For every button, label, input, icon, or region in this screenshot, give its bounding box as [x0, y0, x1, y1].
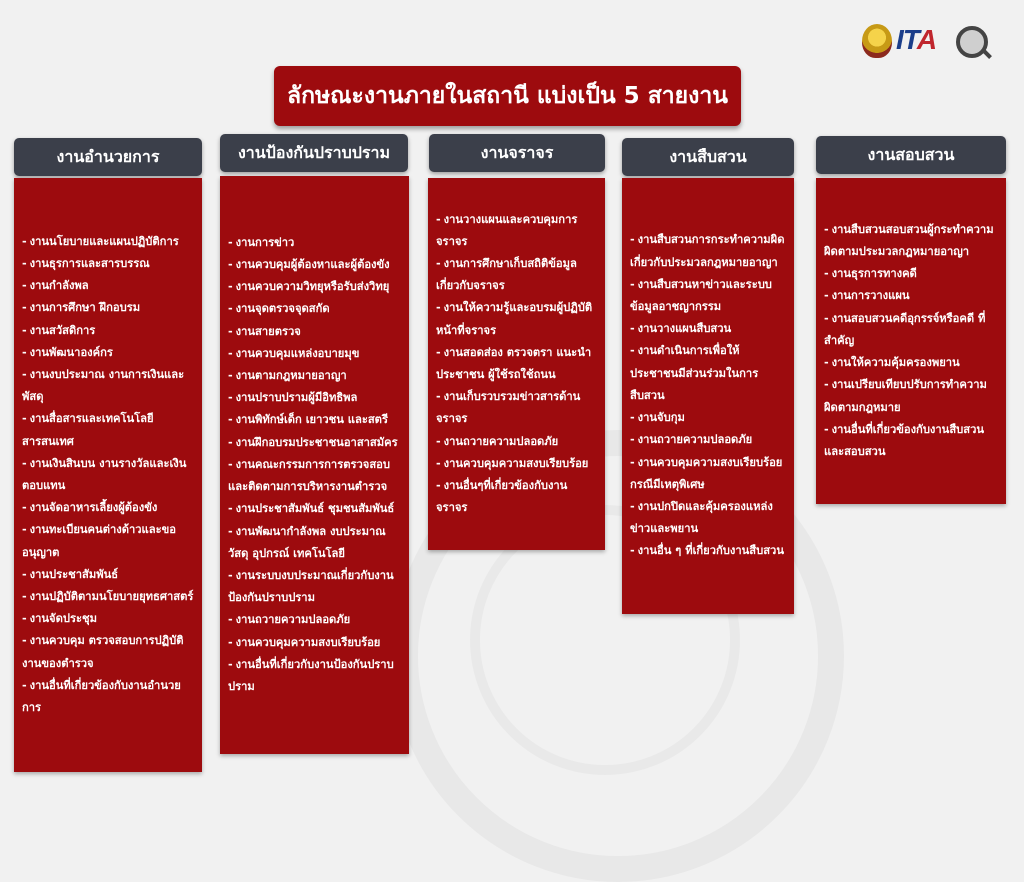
- panel-inquiry: [816, 178, 1006, 504]
- list-item: - งานพัฒนากำลังพล งบประมาณ วัสดุ อุปกรณ์ เทคโนโลยี: [228, 524, 386, 560]
- list-item: - งานจัดประชุม: [22, 612, 97, 626]
- list-item: - งานสวัสดิการ: [22, 323, 96, 337]
- list-item: - งานตามกฎหมายอาญา: [228, 369, 347, 383]
- list-item: - งานปกปิดและคุ้มครองแหล่งข่าวและพยาน: [630, 499, 773, 536]
- list-item: - งานควบความวิทยุหรือรับส่งวิทยุ: [228, 280, 390, 294]
- list-item: - งานสืบสวนการกระทำความผิดเกี่ยวกับประมวลกฎหมายอาญา: [630, 233, 785, 269]
- list-item: - งานการศึกษา ฝึกอบรม: [22, 301, 141, 315]
- list-item: - งานทะเบียนคนต่างด้าวและขออนุญาต: [22, 523, 176, 559]
- list-item: - งานอื่นที่เกี่ยวข้องกับงานอำนวยการ: [22, 678, 181, 715]
- list-item: - งานงบประมาณ งานการเงินและพัสดุ: [22, 367, 185, 404]
- header-traffic: งานจราจร: [429, 134, 605, 172]
- list-item: - งานการวางแผน: [824, 289, 910, 303]
- list-item: - งานเปรียบเทียบปรับการทำความผิดตามกฎหมาย: [824, 378, 987, 414]
- list-item: - งานปราบปรามผู้มีอิทธิพล: [228, 391, 358, 405]
- list-investigation: [630, 229, 786, 562]
- list-item: - งานเงินสินบน งานรางวัลและเงินตอบแทน: [22, 456, 187, 492]
- list-item: - งานปฏิบัติตามนโยบายยุทธศาสตร์: [22, 590, 194, 604]
- panel-prevention-suppression: [220, 176, 409, 754]
- list-item: - งานสืบสวนสอบสวนผู้กระทำความผิดตามประมวลกฎหมายอาญา: [824, 222, 994, 259]
- list-item: - งานธุรการและสารบรรณ: [22, 256, 150, 270]
- header-inquiry: งานสอบสวน: [816, 136, 1006, 174]
- list-item: - งานจัดอาหารเลี้ยงผู้ต้องขัง: [22, 501, 158, 515]
- list-item: - งานควบคุมความสงบเรียบร้อย: [436, 456, 589, 470]
- header-investigation: งานสืบสวน: [622, 138, 794, 176]
- list-item: - งานประชาสัมพันธ์ ชุมชนสัมพันธ์: [228, 502, 395, 516]
- list-item: - งานคณะกรรมการการตรวจสอบและติดตามการบริหารงานตำรวจ: [228, 457, 390, 494]
- list-prevention-suppression: [228, 232, 401, 698]
- list-item: - งานควบคุมผู้ต้องหาและผู้ต้องขัง: [228, 258, 390, 272]
- panel-investigation: [622, 178, 794, 614]
- ita-logo-text: ITA: [896, 24, 937, 55]
- list-inquiry: [824, 219, 998, 463]
- list-item: - งานฝึกอบรมประชาชนอาสาสมัคร: [228, 435, 398, 449]
- panel-administration: [14, 178, 202, 772]
- list-item: - งานถวายความปลอดภัย: [436, 434, 559, 448]
- magnifier-icon: [956, 26, 988, 58]
- list-item: - งานควบคุมความสงบเรียบร้อย: [228, 635, 381, 649]
- list-item: - งานพิทักษ์เด็ก เยาวชน และสตรี: [228, 413, 388, 427]
- list-administration: [22, 231, 194, 719]
- list-traffic: [436, 209, 597, 520]
- list-item: - งานควบคุมความสงบเรียบร้อยกรณีมีเหตุพิเศษ: [630, 455, 783, 491]
- list-item: - งานสายตรวจ: [228, 324, 301, 338]
- list-item: - งานประชาสัมพันธ์: [22, 567, 119, 581]
- list-item: - งานระบบงบประมาณเกี่ยวกับงานป้องกันปราบปราม: [228, 568, 394, 605]
- list-item: - งานอื่นที่เกี่ยวข้องกับงานสืบสวนและสอบสวน: [824, 422, 985, 458]
- page-title: ลักษณะงานภายในสถานี แบ่งเป็น 5 สายงาน: [274, 66, 741, 126]
- list-item: - งานธุรการทางคดี: [824, 267, 917, 281]
- list-item: - งานให้ความรู้และอบรมผู้ปฏิบัติหน้าที่จราจร: [436, 301, 593, 337]
- list-item: - งานดำเนินการเพื่อให้ประชาชนมีส่วนร่วมในการสืบสวน: [630, 344, 759, 402]
- panel-traffic: [428, 178, 605, 550]
- list-item: - งานการข่าว: [228, 235, 295, 249]
- ita-logo: [862, 22, 988, 62]
- list-item: - งานควบคุม ตรวจสอบการปฏิบัติงานของตำรวจ: [22, 634, 184, 670]
- list-item: - งานสืบสวนหาข่าวและระบบข้อมูลอาชญากรรม: [630, 277, 772, 314]
- list-item: - งานให้ความคุ้มครองพยาน: [824, 356, 960, 370]
- list-item: - งานควบคุมแหล่งอบายมุข: [228, 346, 360, 360]
- list-item: - งานกำลังพล: [22, 279, 89, 293]
- list-item: - งานสอบสวนคดีอุกรรจ์หรือคดี ที่สำคัญ: [824, 311, 986, 347]
- list-item: - งานอื่น ๆ ที่เกี่ยวกับงานสืบสวน: [630, 544, 784, 558]
- list-item: - งานถวายความปลอดภัย: [630, 433, 753, 447]
- list-item: - งานจุดตรวจจุดสกัด: [228, 302, 330, 316]
- list-item: - งานอื่นๆที่เกี่ยวข้องกับงานจราจร: [436, 479, 568, 515]
- header-prevention-suppression: งานป้องกันปราบปราม: [220, 134, 408, 172]
- list-item: - งานนโยบายและแผนปฏิบัติการ: [22, 234, 179, 248]
- header-administration: งานอำนวยการ: [14, 138, 202, 176]
- police-seal-icon: [862, 24, 892, 58]
- list-item: - งานถวายความปลอดภัย: [228, 613, 351, 627]
- list-item: - งานวางแผนและควบคุมการจราจร: [436, 212, 578, 248]
- list-item: - งานสอดส่อง ตรวจตรา แนะนำประชาชน ผู้ใช้รถใช้ถนน: [436, 345, 592, 381]
- list-item: - งานการศึกษาเก็บสถิติข้อมูลเกี่ยวกับจราจร: [436, 256, 577, 293]
- list-item: - งานพัฒนาองค์กร: [22, 345, 113, 359]
- list-item: - งานเก็บรวบรวมข่าวสารด้านจราจร: [436, 390, 581, 426]
- list-item: - งานอื่นที่เกี่ยวกับงานป้องกันปราบปราม: [228, 657, 394, 693]
- list-item: - งานสื่อสารและเทคโนโลยีสารสนเทศ: [22, 412, 154, 448]
- list-item: - งานวางแผนสืบสวน: [630, 322, 732, 336]
- list-item: - งานจับกุม: [630, 411, 685, 425]
